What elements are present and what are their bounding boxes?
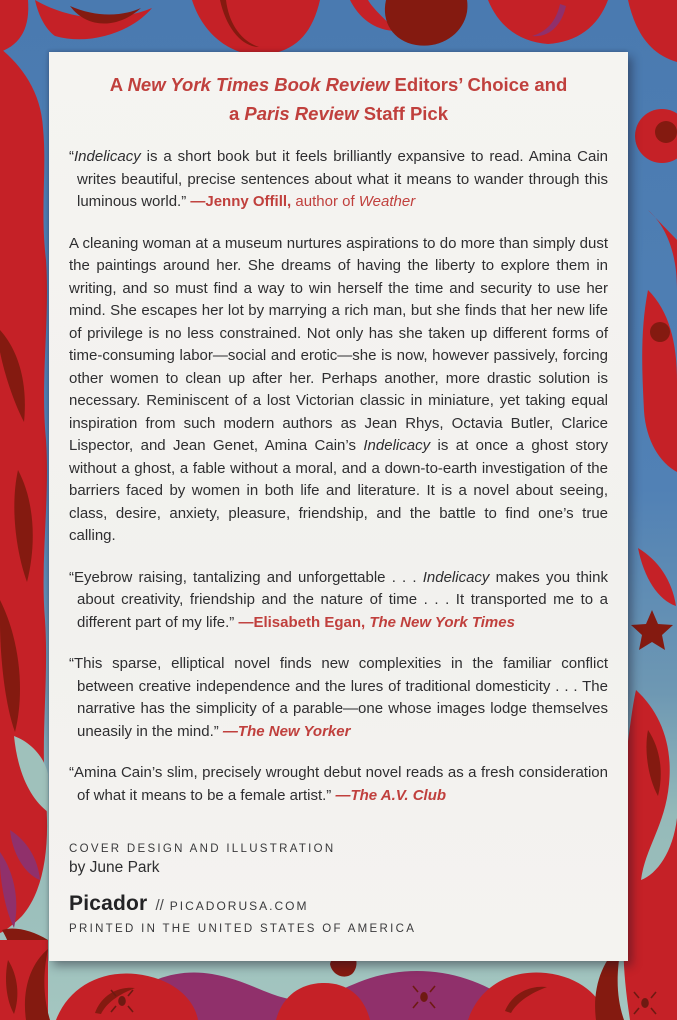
awards-headline [69, 70, 608, 128]
slashes-separator: // [155, 897, 164, 914]
book-title-italic: Indelicacy [363, 437, 431, 454]
review-quote-elisabeth-egan: “Eyebrow raising, tantalizing and unforgettable . . . Indelicacy makes you think about creativity, friendship and the nature of time . . . It transported me to a different part of my life.” —Elisabeth Egan, The New York Times [69, 568, 608, 631]
text-panel [49, 52, 628, 961]
review-quote-jenny-offill: “Indelicacy is a short book but it feels brilliantly expansive to read. Amina Cain writes beautiful, precise sentences about what it means to wander through this luminous world.” —Jenny Offill, author of Weather [69, 148, 608, 210]
publication-name: —The New Yorker [222, 722, 351, 740]
left-border-ornaments [0, 48, 48, 1020]
review-quote-av-club: “Amina Cain’s slim, precisely wrought debut novel reads as a fresh consideration of what it means to be a female artist.” —The A.V. Club [69, 764, 608, 804]
cover-designer-name: by June Park [69, 859, 160, 876]
publisher-logo: Picador [69, 892, 148, 915]
reviewer-name: —Jenny Offill, [190, 193, 292, 210]
publication-title: New York Times Book Review [127, 74, 390, 95]
reviewer-name: —Elisabeth Egan, [238, 613, 366, 631]
publisher-website: PICADORUSA.COM [169, 899, 309, 913]
reviewer-work: Weather [358, 193, 416, 210]
cover-design-label: COVER DESIGN AND ILLUSTRATION [69, 843, 336, 855]
review-quote-new-yorker: “This sparse, elliptical novel finds new complexities in the familiar conflict between creative independence and the lures of traditional domesticity . . . The narrative has the simplicity of a parable—one whose images lodge themselves uneasily in the mind.” —The New Yorker [69, 655, 608, 740]
book-description: A cleaning woman at a museum nurtures aspirations to do more than simply dust the paintings around her. She dreams of having the liberty to explore them in writing, and so must find a way to win herself the time and security to use her mind. She escapes her lot by marrying a rich man, but she finds that her new life of privilege is no less constrained. Not only has she taken up different forms of time-consuming labor—social and erotic—she is now, however passively, forcing other women to clean up after her. Perhaps another, more drastic solution is necessary. Reminiscent of a lost Victorian classic in miniature, yet taking equal inspiration from such modern authors as Jean Rhys, Octavia Butler, Clarice Lispector, and Jean Genet, Amina Cain’s Indelicacy is at once a ghost story without a ghost, a fable without a moral, and a down-to-earth investigation of the barriers faced by women in both life and literature. It is a novel about seeing, class, desire, anxiety, pleasure, friendship, and the battle to find one’s true calling. [69, 234, 608, 544]
awards-headline-line1: A New York Times Book Review Editors’ Choice and [109, 74, 568, 95]
publication-title: Paris Review [244, 103, 359, 124]
printed-in-line: PRINTED IN THE UNITED STATES OF AMERICA [69, 923, 417, 935]
publication-name: —The A.V. Club [335, 786, 447, 804]
publication-name: The New York Times [365, 613, 515, 631]
credits-block [69, 843, 608, 935]
book-title-italic: Indelicacy [74, 148, 141, 165]
book-title-italic: Indelicacy [422, 568, 490, 586]
awards-headline-line2: a Paris Review Staff Pick [228, 103, 449, 124]
publisher-line [69, 892, 608, 916]
